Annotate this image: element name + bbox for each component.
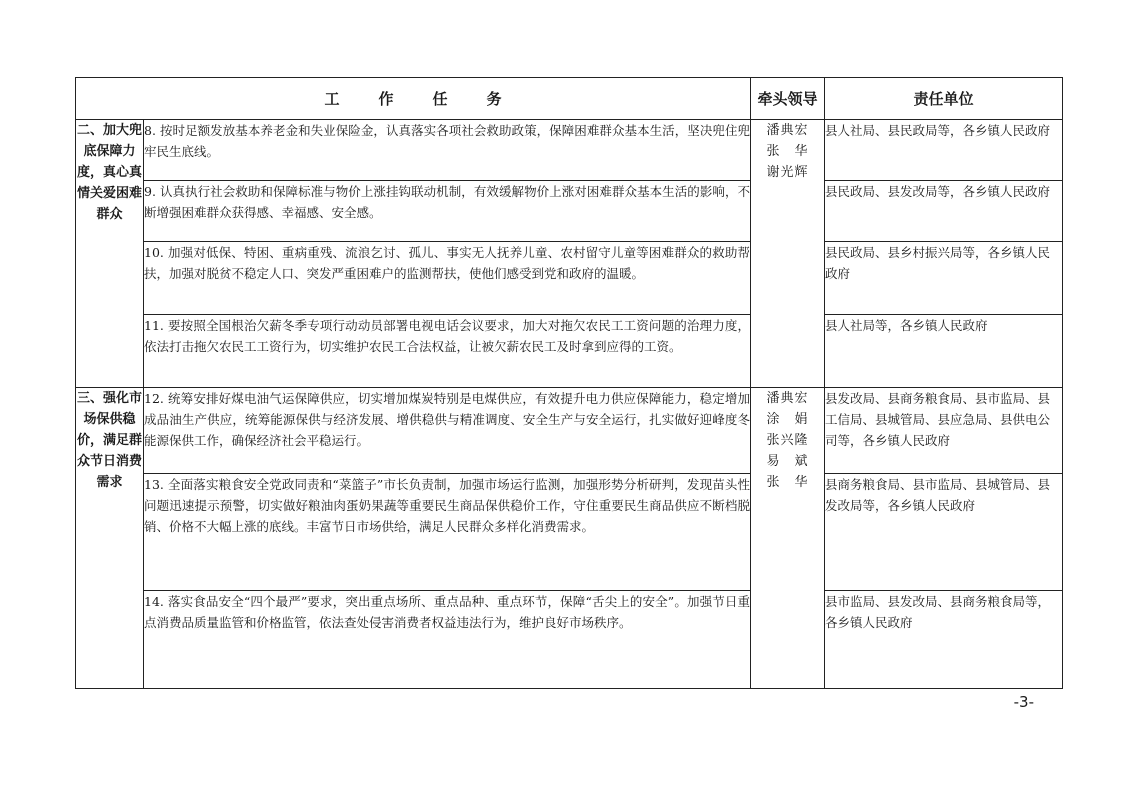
task-cell: 8. 按时足额发放基本养老金和失业保险金，认真落实各项社会救助政策，保障困难群众基本生活，坚决兜住兜牢民生底线。 (144, 120, 751, 181)
unit-cell: 县人社局、县民政局等，各乡镇人民政府 (825, 120, 1063, 181)
table-row (76, 388, 1063, 474)
task-cell: 10. 加强对低保、特困、重病重残、流浪乞讨、孤儿、事实无人抚养儿童、农村留守儿童等困难群众的救助帮扶，加强对脱贫不稳定人口、突发严重困难户的监测帮扶，使他们感受到党和政府的温暖。 (144, 242, 751, 315)
table-row (76, 474, 1063, 591)
leader-name: 潘典宏 (766, 123, 809, 138)
category-cell: 二、加大兜底保障力度，真心真情关爱困难群众 (76, 120, 144, 388)
leader-name: 张兴隆 (766, 433, 809, 448)
leader-name: 易 斌 (766, 454, 809, 469)
unit-cell: 县人社局等，各乡镇人民政府 (825, 315, 1063, 388)
table-row (76, 591, 1063, 689)
header-task: 工作任务 (76, 78, 751, 120)
unit-cell: 县民政局、县发改局等，各乡镇人民政府 (825, 181, 1063, 242)
leader-name: 潘典宏 (766, 391, 809, 406)
header-unit: 责任单位 (825, 78, 1063, 120)
task-cell: 11. 要按照全国根治欠薪冬季专项行动动员部署电视电话会议要求，加大对拖欠农民工工资问题的治理力度，依法打击拖欠农民工工资行为，切实维护农民工合法权益，让被欠薪农民工及时拿到应得的工资。 (144, 315, 751, 388)
table-row (76, 120, 1063, 181)
leader-name: 张 华 (766, 144, 809, 159)
unit-cell: 县市监局、县发改局、县商务粮食局等，各乡镇人民政府 (825, 591, 1063, 689)
unit-cell: 县商务粮食局、县市监局、县城管局、县发改局等，各乡镇人民政府 (825, 474, 1063, 591)
task-cell: 9. 认真执行社会救助和保障标准与物价上涨挂钩联动机制，有效缓解物价上涨对困难群众基本生活的影响，不断增强困难群众获得感、幸福感、安全感。 (144, 181, 751, 242)
leader-name: 谢光辉 (766, 165, 809, 180)
table-row (76, 315, 1063, 388)
leader-name: 涂 娟 (766, 412, 809, 427)
table-row (76, 242, 1063, 315)
header-lead: 牵头领导 (751, 78, 825, 120)
unit-cell: 县发改局、县商务粮食局、县市监局、县工信局、县城管局、县应急局、县供电公司等，各乡镇人民政府 (825, 388, 1063, 474)
table-row (76, 181, 1063, 242)
table-header-row (76, 78, 1063, 120)
category-cell: 三、强化市场保供稳价，满足群众节日消费需求 (76, 388, 144, 689)
leader-name: 张 华 (766, 475, 809, 490)
work-task-table (75, 77, 1063, 689)
task-cell: 13. 全面落实粮食安全党政同责和“菜篮子”市长负责制，加强市场运行监测，加强形势分析研判，发现苗头性问题迅速提示预警，切实做好粮油肉蛋奶果蔬等重要民生商品保供稳价工作，守住重要民生商品供应不断档脱销、价格不大幅上涨的底线。丰富节日市场供给，满足人民群众多样化消费需求。 (144, 474, 751, 591)
leader-cell (751, 120, 825, 388)
task-cell: 12. 统筹安排好煤电油气运保障供应，切实增加煤炭特别是电煤供应，有效提升电力供应保障能力，稳定增加成品油生产供应，统筹能源保供与经济发展、增供稳供与精准调度、安全生产与安全运行，扎实做好迎峰度冬能源保供工作，确保经济社会平稳运行。 (144, 388, 751, 474)
unit-cell: 县民政局、县乡村振兴局等，各乡镇人民政府 (825, 242, 1063, 315)
page-number: -3- (1013, 693, 1034, 711)
leader-cell (751, 388, 825, 689)
task-cell: 14. 落实食品安全“四个最严”要求，突出重点场所、重点品种、重点环节，保障“舌尖上的安全”。加强节日重点消费品质量监管和价格监管，依法查处侵害消费者权益违法行为，维护良好市场秩序。 (144, 591, 751, 689)
